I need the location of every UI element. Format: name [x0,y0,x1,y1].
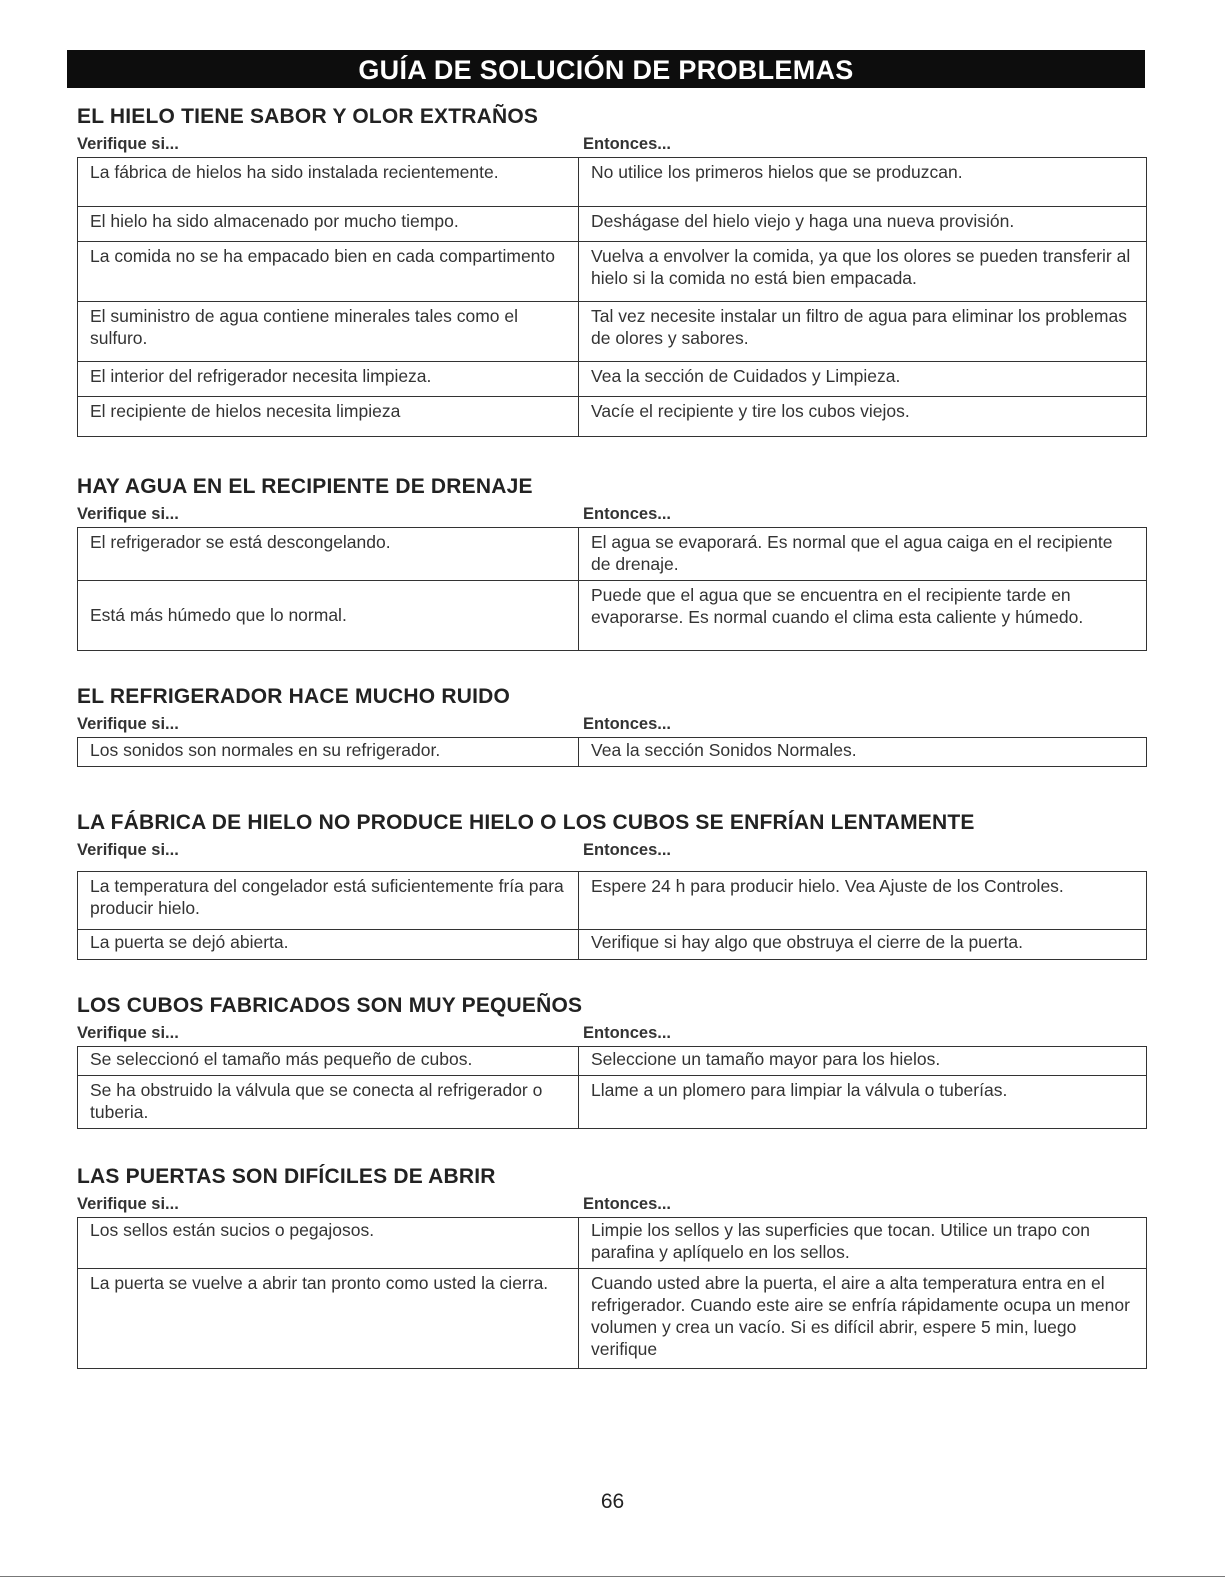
column-headings [77,1194,1146,1217]
then-column-label: Entonces... [583,1024,672,1042]
troubleshooting-table [77,1046,1147,1129]
section-heading: LOS CUBOS FABRICADOS SON MUY PEQUEÑOS [77,994,583,1017]
then-cell: Llame a un plomero para limpiar la válvula o tuberías. [579,1076,1147,1129]
check-cell: El interior del refrigerador necesita limpieza. [78,362,579,397]
check-column-label: Verifique si... [77,841,179,859]
table-row [78,581,1147,651]
section-small-cubes [77,993,1146,1129]
check-column-label: Verifique si... [77,135,179,153]
check-cell: La temperatura del congelador está suficientemente fría para producir hielo. [78,872,579,930]
column-headings [77,134,1146,157]
bottom-divider [0,1576,1225,1577]
section-ice-taste-odor [77,104,1146,437]
then-cell: Espere 24 h para producir hielo. Vea Ajuste de los Controles. [579,872,1147,930]
section-heading: EL HIELO TIENE SABOR Y OLOR EXTRAÑOS [77,105,539,128]
section-doors-hard-to-open [77,1164,1146,1369]
check-cell: El refrigerador se está descongelando. [78,528,579,581]
then-cell: Limpie los sellos y las superficies que tocan. Utilice un trapo con parafina y aplíquelo en los sellos. [579,1218,1147,1269]
section-heading: LA FÁBRICA DE HIELO NO PRODUCE HIELO O LOS CUBOS SE ENFRÍAN LENTAMENTE [77,811,975,834]
check-column-label: Verifique si... [77,505,179,523]
then-column-label: Entonces... [583,841,672,859]
table-row [78,1218,1147,1269]
then-cell: Vacíe el recipiente y tire los cubos viejos. [579,397,1147,437]
check-cell: La puerta se dejó abierta. [78,930,579,960]
table-row [78,528,1147,581]
then-cell: No utilice los primeros hielos que se produzcan. [579,158,1147,207]
table-row [78,362,1147,397]
check-cell: La comida no se ha empacado bien en cada compartimento [78,242,579,302]
check-cell: Los sellos están sucios o pegajosos. [78,1218,579,1269]
check-cell: Los sonidos son normales en su refrigerador. [78,738,579,767]
then-cell: Puede que el agua que se encuentra en el recipiente tarde en evaporarse. Es normal cuando el clima esta caliente y húmedo. [579,581,1147,651]
then-cell: Vuelva a envolver la comida, ya que los olores se pueden transferir al hielo si la comida no está bien empacada. [579,242,1147,302]
troubleshooting-table [77,157,1147,437]
section-heading: HAY AGUA EN EL RECIPIENTE DE DRENAJE [77,475,533,498]
check-cell: El recipiente de hielos necesita limpieza [78,397,579,437]
then-cell: Vea la sección Sonidos Normales. [579,738,1147,767]
column-headings [77,714,1146,737]
check-cell: Está más húmedo que lo normal. [78,581,579,651]
check-cell: Se ha obstruido la válvula que se conecta al refrigerador o tuberia. [78,1076,579,1129]
table-row [78,1047,1147,1076]
section-icemaker-not-producing [77,810,1146,960]
section-heading: LAS PUERTAS SON DIFÍCILES DE ABRIR [77,1165,496,1188]
then-cell: Vea la sección de Cuidados y Limpieza. [579,362,1147,397]
troubleshooting-table [77,871,1147,960]
table-row [78,872,1147,930]
section-water-drain-pan [77,474,1146,651]
check-column-label: Verifique si... [77,1195,179,1213]
then-column-label: Entonces... [583,715,672,733]
page-number: 66 [600,1490,625,1513]
check-cell: La fábrica de hielos ha sido instalada recientemente. [78,158,579,207]
troubleshooting-table [77,1217,1147,1369]
table-row [78,1076,1147,1129]
check-cell: La puerta se vuelve a abrir tan pronto como usted la cierra. [78,1269,579,1369]
table-row [78,397,1147,437]
check-cell: El suministro de agua contiene minerales tales como el sulfuro. [78,302,579,362]
then-column-label: Entonces... [583,505,672,523]
then-cell: El agua se evaporará. Es normal que el agua caiga en el recipiente de drenaje. [579,528,1147,581]
table-row [78,1269,1147,1369]
troubleshooting-table [77,527,1147,651]
table-row [78,242,1147,302]
then-cell: Verifique si hay algo que obstruya el cierre de la puerta. [579,930,1147,960]
then-cell: Tal vez necesite instalar un filtro de agua para eliminar los problemas de olores y sabores. [579,302,1147,362]
check-cell: El hielo ha sido almacenado por mucho tiempo. [78,207,579,242]
table-row [78,207,1147,242]
page-title: GUÍA DE SOLUCIÓN DE PROBLEMAS [67,50,1145,88]
check-column-label: Verifique si... [77,715,179,733]
table-row [78,302,1147,362]
check-column-label: Verifique si... [77,1024,179,1042]
section-noise [77,684,1146,767]
table-row [78,738,1147,767]
check-cell: Se seleccionó el tamaño más pequeño de cubos. [78,1047,579,1076]
troubleshooting-table [77,737,1147,767]
then-cell: Cuando usted abre la puerta, el aire a alta temperatura entra en el refrigerador. Cuando este aire se enfría rápidamente ocupa un menor volumen y crea un vacío. Si es difícil abrir, espere 5 min, luego verifique [579,1269,1147,1369]
table-row [78,930,1147,960]
then-cell: Deshágase del hielo viejo y haga una nueva provisión. [579,207,1147,242]
section-heading: EL REFRIGERADOR HACE MUCHO RUIDO [77,685,511,708]
column-headings [77,504,1146,527]
table-row [78,158,1147,207]
then-column-label: Entonces... [583,1195,672,1213]
then-cell: Seleccione un tamaño mayor para los hielos. [579,1047,1147,1076]
column-headings [77,1023,1146,1046]
then-column-label: Entonces... [583,135,672,153]
column-headings [77,840,1146,863]
